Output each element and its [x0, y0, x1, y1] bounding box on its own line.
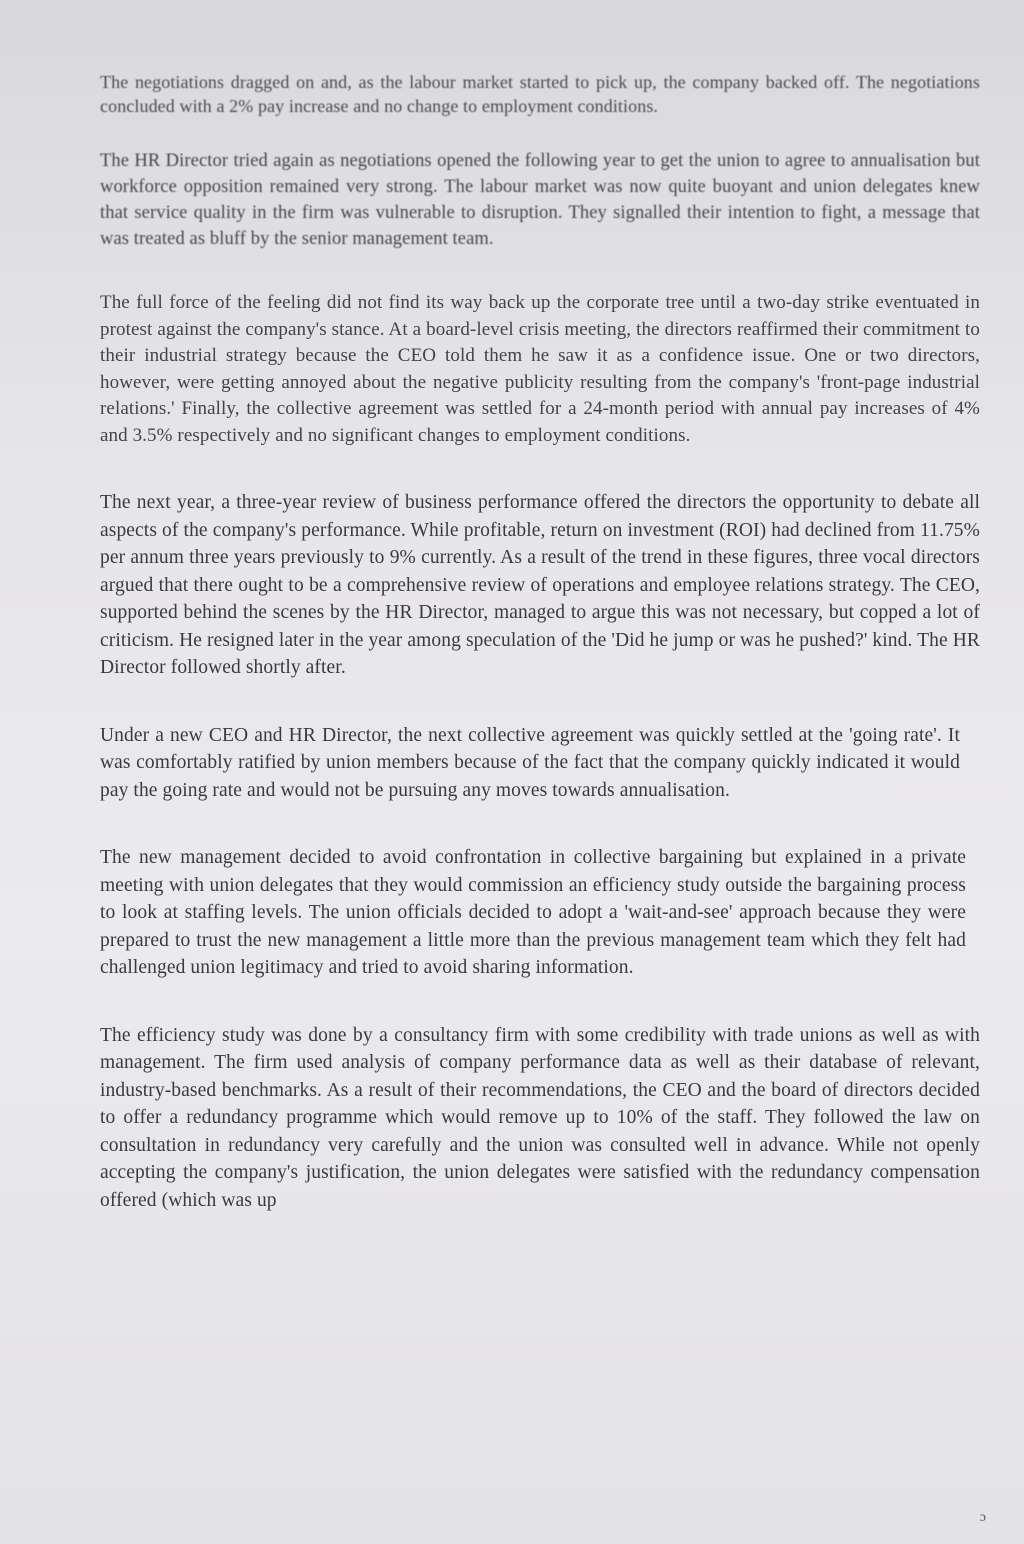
- document-page: [100, 70, 980, 1246]
- paragraph-1: The negotiations dragged on and, as the labour market started to pick up, the company backed off. The negotiations concluded with a 2% pay increase and no change to employment conditions.: [100, 72, 980, 116]
- paragraph-4: The next year, a three-year review of business performance offered the directors the opportunity to debate all aspects of the company's performance. While profitable, return on investment (ROI) had declined from 11.75% per annum three years previously to 9% currently. As a result of the trend in these figures, three vocal directors argued that there ought to be a comprehensive review of operations and employee relations strategy. The CEO, supported behind the scenes by the HR Director, managed to argue this was not necessary, but copped a lot of criticism. He resigned later in the year among speculation of the 'Did he jump or was he pushed?' kind. The HR Director followed shortly after.: [100, 492, 980, 678]
- paragraph-6: The new management decided to avoid confrontation in collective bargaining but explained in a private meeting with union delegates that they would commission an efficiency study outside the bargaining process to look at staffing levels. The union officials decided to adopt a 'wait-and-see' approach because they were prepared to trust the new management a little more than the previous management team which they felt had challenged union legitimacy and tried to avoid sharing information.: [100, 847, 966, 978]
- paragraph-3: The full force of the feeling did not find its way back up the corporate tree until a two-day strike eventuated in protest against the company's stance. At a board-level crisis meeting, the directors reaffirmed their commitment to their industrial strategy because the CEO told them he saw it as a confidence issue. One or two directors, however, were getting annoyed about the negative publicity resulting from the company's 'front-page industrial relations.' Finally, the collective agreement was settled for a 24-month period with annual pay increases of 4% and 3.5% respectively and no significant changes to employment conditions.: [100, 292, 980, 446]
- paragraph-7: The efficiency study was done by a consultancy firm with some credibility with trade unions as well as with management. The firm used analysis of company performance data as well as their database of relevant, industry-based benchmarks. As a result of their recommendations, the CEO and the board of directors decided to offer a redundancy programme which would remove up to 10% of the staff. They followed the law on consultation in redundancy very carefully and the union was consulted well in advance. While not openly accepting the company's justification, the union delegates were satisfied with the redundancy compensation offered (which was up: [100, 1024, 980, 1211]
- paragraph-5: Under a new CEO and HR Director, the next collective agreement was quickly settled at the 'going rate'. It was comfortably ratified by union members because of the fact that the company quickly indicated it would pay the going rate and would not be pursuing any moves towards annualisation.: [100, 724, 960, 801]
- paragraph-2: The HR Director tried again as negotiations opened the following year to get the union to agree to annualisation but workforce opposition remained very strong. The labour market was now quite buoyant and union delegates knew that service quality in the firm was vulnerable to disruption. They signalled their intention to fight, a message that was treated as bluff by the senior management team.: [100, 151, 980, 249]
- page-number-mark: ɔ: [979, 1510, 986, 1525]
